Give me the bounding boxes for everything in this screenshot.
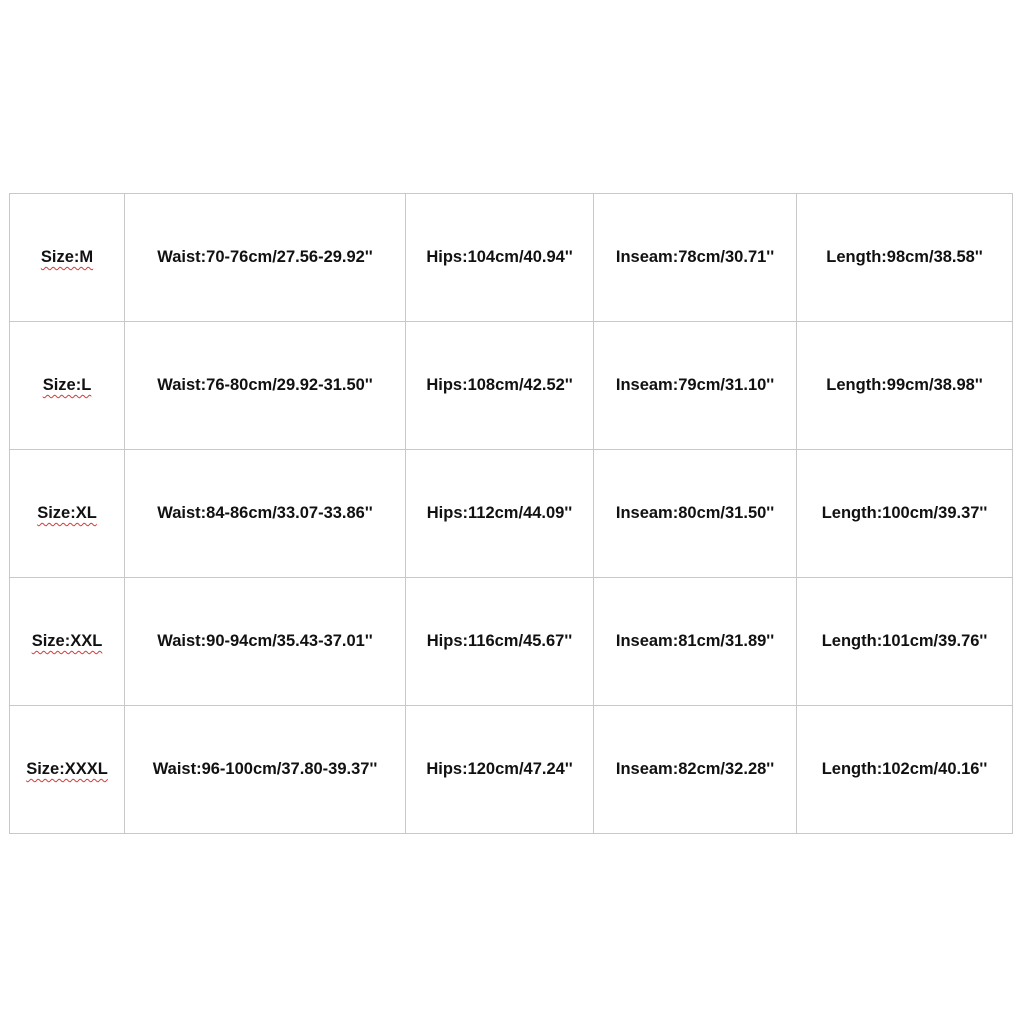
length-cell: Length:102cm/40.16'': [797, 706, 1013, 834]
size-label: Size:XL: [37, 504, 97, 522]
hips-cell: Hips:116cm/45.67'': [406, 578, 594, 706]
size-chart-table: [9, 193, 1013, 834]
inseam-cell: Inseam:81cm/31.89'': [594, 578, 797, 706]
table-row-xxl: [10, 578, 1013, 706]
inseam-cell: Inseam:78cm/30.71'': [594, 194, 797, 322]
hips-cell: Hips:104cm/40.94'': [406, 194, 594, 322]
table-row-xxxl: [10, 706, 1013, 834]
hips-cell: Hips:108cm/42.52'': [406, 322, 594, 450]
length-cell: Length:98cm/38.58'': [797, 194, 1013, 322]
length-cell: Length:100cm/39.37'': [797, 450, 1013, 578]
size-cell: [10, 194, 125, 322]
waist-cell: Waist:96-100cm/37.80-39.37'': [125, 706, 406, 834]
waist-cell: Waist:76-80cm/29.92-31.50'': [125, 322, 406, 450]
inseam-cell: Inseam:82cm/32.28'': [594, 706, 797, 834]
waist-cell: Waist:84-86cm/33.07-33.86'': [125, 450, 406, 578]
size-cell: [10, 322, 125, 450]
size-label: Size:L: [42, 376, 92, 394]
hips-cell: Hips:112cm/44.09'': [406, 450, 594, 578]
table-row-m: [10, 194, 1013, 322]
length-cell: Length:99cm/38.98'': [797, 322, 1013, 450]
size-label: Size:XXXL: [26, 760, 108, 778]
inseam-cell: Inseam:79cm/31.10'': [594, 322, 797, 450]
size-label: Size:M: [40, 248, 94, 266]
inseam-cell: Inseam:80cm/31.50'': [594, 450, 797, 578]
size-cell: [10, 706, 125, 834]
waist-cell: Waist:70-76cm/27.56-29.92'': [125, 194, 406, 322]
hips-cell: Hips:120cm/47.24'': [406, 706, 594, 834]
table-row-xl: [10, 450, 1013, 578]
table-row-l: [10, 322, 1013, 450]
size-cell: [10, 578, 125, 706]
size-cell: [10, 450, 125, 578]
length-cell: Length:101cm/39.76'': [797, 578, 1013, 706]
waist-cell: Waist:90-94cm/35.43-37.01'': [125, 578, 406, 706]
size-label: Size:XXL: [31, 632, 103, 650]
